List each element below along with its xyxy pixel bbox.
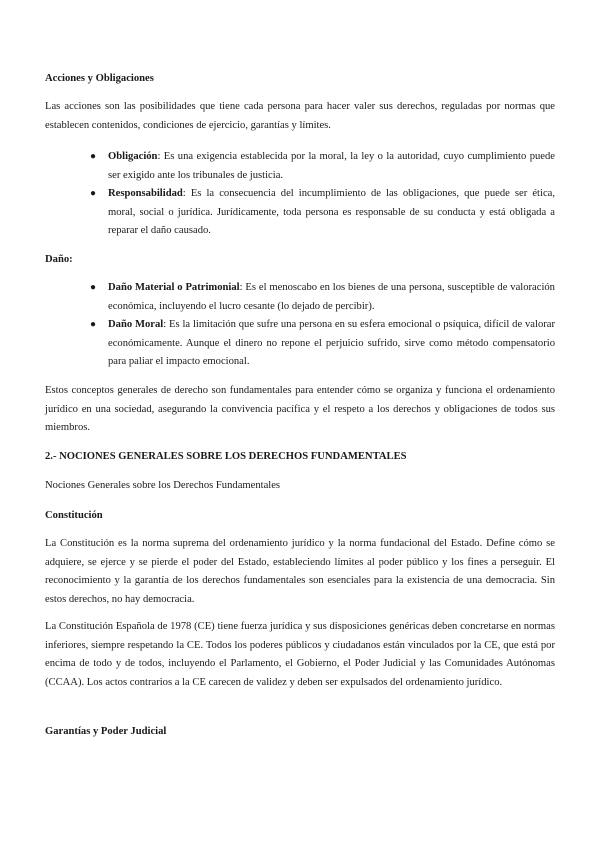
heading-dano: Daño: — [45, 254, 73, 265]
list-item — [45, 185, 555, 241]
term-obligacion: Obligación — [108, 151, 158, 162]
heading-acciones: Acciones y Obligaciones — [45, 73, 154, 84]
bullet-icon: ● — [90, 151, 97, 162]
list-obligaciones — [45, 148, 555, 241]
bullet-icon: ● — [90, 319, 97, 331]
paragraph-acciones-intro: Las acciones son las posibilidades que tiene cada persona para hacer valer sus derechos, reguladas por normas que establecen contenidos, condiciones de ejercicio, garantías y límites. — [45, 101, 555, 131]
definition-dano-material: Es el menoscabo en los bienes de una persona, susceptible de valoración económica, incluyendo el lucro cesante (lo dejado de percibir). — [108, 282, 555, 312]
definition-dano-moral: Es la limitación que sufre una persona en su esfera emocional o psíquica, difícil de valorar económicamente. Aunque el dinero no repone el perjuicio sufrido, sirve como método compensatorio para paliar el impacto emocional. — [108, 319, 556, 368]
term-dano-moral: Daño Moral — [108, 319, 164, 331]
term-separator: : — [239, 282, 243, 293]
bullet-icon: ● — [90, 282, 97, 293]
list-dano — [45, 279, 555, 372]
heading-constitucion: Constitución — [45, 510, 103, 521]
term-dano-material: Daño Material o Patrimonial — [108, 282, 240, 293]
term-separator: : — [163, 319, 167, 331]
paragraph-resumen: Estos conceptos generales de derecho son fundamentales para entender cómo se organiza y funciona el ordenamiento jurídico en una sociedad, asegurando la convivencia pacífica y el respeto a los derechos y obligaciones de todos sus miembros. — [45, 385, 555, 434]
bullet-icon: ● — [90, 188, 97, 200]
paragraph-constitucion-1: La Constitución es la norma suprema del ordenamiento jurídico y la norma fundacional del Estado. Define cómo se adquiere, se ejerce y se pierde el poder del Estado, estableciendo límites al poder público y los fines a perseguir. El reconocimiento y la garantía de los derechos fundamentales son esenciales para la existencia de una democracia. Sin estos derechos, no hay democracia. — [45, 538, 555, 605]
list-item — [45, 316, 555, 372]
term-separator: : — [157, 151, 161, 162]
list-item — [45, 148, 555, 185]
section-title-derechos-fundamentales: 2.- NOCIONES GENERALES SOBRE LOS DERECHOS FUNDAMENTALES — [45, 451, 407, 462]
paragraph-constitucion-2: La Constitución Española de 1978 (CE) tiene fuerza jurídica y sus disposiciones genéricas deben concretarse en normas inferiores, siempre respetando la CE. Todos los poderes públicos y ciudadanos están vinculados por la CE, que está por encima de todo y de todos, incluyendo el Parlamento, el Gobierno, el Poder Judicial y las Comunidades Autónomas (CCAA). Los actos contrarios a la CE carecen de validez y deben ser expulsados del ordenamiento jurídico. — [45, 621, 555, 688]
list-item — [45, 279, 555, 316]
definition-obligacion: Es una exigencia establecida por la moral, la ley o la autoridad, cuyo cumplimiento puede ser exigido ante los tribunales de justicia. — [108, 151, 555, 181]
section-subtitle: Nociones Generales sobre los Derechos Fundamentales — [45, 480, 281, 491]
heading-garantias: Garantías y Poder Judicial — [45, 726, 167, 737]
term-separator: : — [182, 188, 186, 200]
term-responsabilidad: Responsabilidad — [108, 188, 183, 200]
definition-responsabilidad: Es la consecuencia del incumplimiento de las obligaciones, que puede ser ética, moral, social o jurídica. Jurídicamente, toda persona es responsable de su conducta y está obligada a reparar el daño causado. — [108, 188, 555, 237]
